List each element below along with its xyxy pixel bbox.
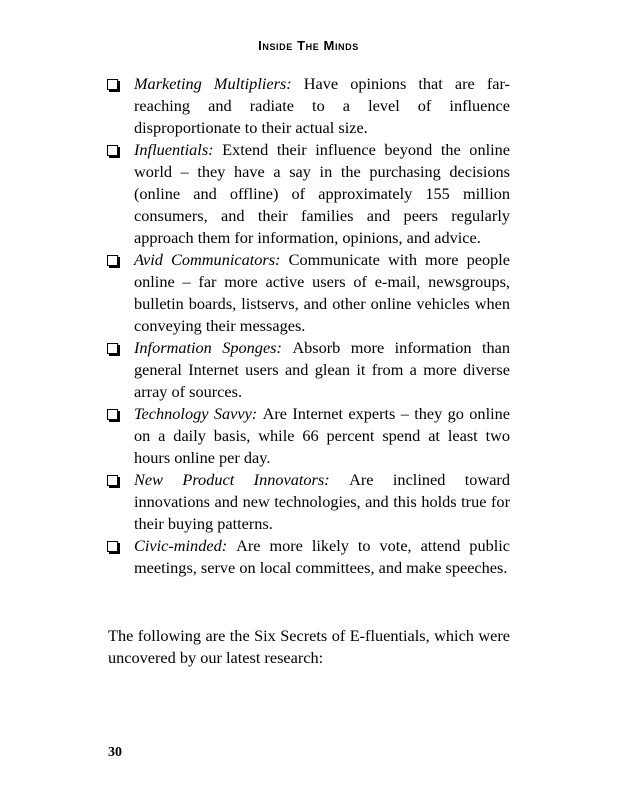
- bullet-term: Influentials:: [134, 140, 223, 159]
- bullet-text: Are more likely to vote, attend public meetings, serve on local committees, and make speeches.: [134, 536, 510, 577]
- bullet-term: Technology Savvy:: [134, 404, 263, 423]
- bullet-term: Information Sponges:: [134, 338, 293, 357]
- body-paragraph: The following are the Six Secrets of E-fluentials, which were uncovered by our latest research:: [108, 626, 510, 667]
- bullet-text: Have opinions that are far-reaching and radiate to a level of influence disproportionate to their actual size.: [134, 74, 510, 137]
- checkbox-bullet-icon: [107, 255, 118, 266]
- list-item: [106, 139, 510, 249]
- checkbox-bullet-icon: [107, 145, 118, 156]
- page-number: 30: [108, 745, 122, 760]
- checkbox-bullet-icon: [107, 475, 118, 486]
- checkbox-bullet-icon: [107, 541, 118, 552]
- bullet-text: Extend their influence beyond the online world – they have a say in the purchasing decisions (online and offline) of approximately 155 million consumers, and their families and peers regularly approach them for information, opinions, and advice.: [134, 140, 511, 247]
- list-item: [106, 403, 510, 469]
- list-item: [106, 337, 510, 403]
- list-item: [106, 249, 510, 337]
- bullet-text: Are Internet experts – they go online on a daily basis, while 66 percent spend at least two hours online per day.: [134, 404, 510, 467]
- bullet-text: Absorb more information than general Internet users and glean it from a more diverse array of sources.: [134, 338, 510, 401]
- bullet-term: Marketing Multipliers:: [134, 74, 304, 93]
- list-item: [106, 469, 510, 535]
- checkbox-bullet-icon: [107, 79, 118, 90]
- bullet-text: Are inclined toward innovations and new technologies, and this holds true for their buying patterns.: [134, 470, 510, 533]
- bullet-text: Communicate with more people online – far more active users of e-mail, newsgroups, bulletin boards, listservs, and other online vehicles when conveying their messages.: [134, 250, 510, 335]
- checkbox-bullet-icon: [107, 409, 118, 420]
- bullet-list: [106, 73, 510, 579]
- list-item: [106, 73, 510, 139]
- bullet-term: Civic-minded:: [134, 536, 237, 555]
- bullet-term: Avid Communicators:: [134, 250, 289, 269]
- list-item: [106, 535, 510, 579]
- checkbox-bullet-icon: [107, 343, 118, 354]
- running-head: Inside The Minds: [258, 38, 359, 53]
- bullet-term: New Product Innovators:: [134, 470, 350, 489]
